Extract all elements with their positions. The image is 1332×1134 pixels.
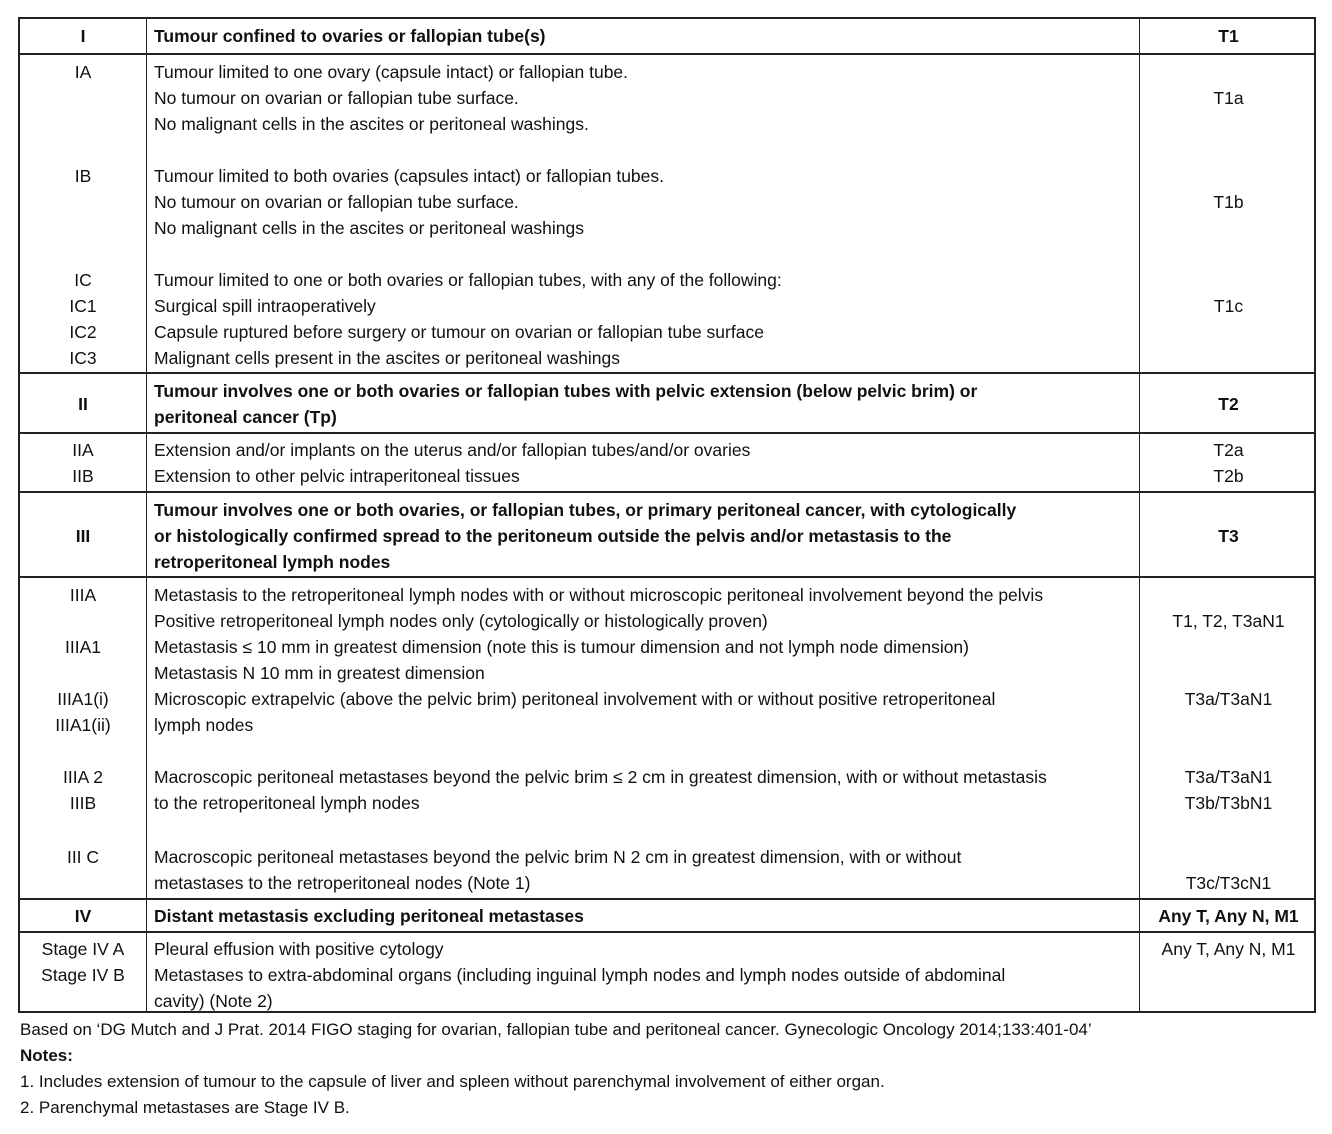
- description-cell: Distant metastasis excluding peritoneal metastases: [154, 906, 584, 926]
- tnm-cell: Any T, Any N, M1: [1158, 906, 1299, 926]
- table-row: [20, 931, 1314, 1013]
- stage-cell: IIIA1(i): [57, 689, 109, 709]
- table-row: [20, 372, 1314, 432]
- description-line: or histologically confirmed spread to the peritoneum outside the pelvis and/or metastasis to the: [154, 526, 952, 546]
- stage-cell: III C: [66, 847, 100, 867]
- description-line: No malignant cells in the ascites or peritoneal washings: [154, 218, 584, 238]
- description-line: Tumour involves one or both ovaries, or fallopian tubes, or primary peritoneal cancer, with cytologically: [154, 500, 1017, 520]
- note-2: 2. Parenchymal metastases are Stage IV B.: [20, 1098, 350, 1117]
- description-line: metastases to the retroperitoneal nodes (Note 1): [154, 873, 531, 893]
- stage-cell: IIIA1: [65, 637, 101, 657]
- stage-cell: IIIA 2: [63, 767, 103, 787]
- description-line: Metastases to extra-abdominal organs (including inguinal lymph nodes and lymph nodes outside of abdominal: [154, 965, 1006, 985]
- stage-cell: IV: [74, 906, 92, 926]
- table-row: [20, 576, 1314, 898]
- description-line: Extension and/or implants on the uterus and/or fallopian tubes/and/or ovaries: [154, 440, 751, 460]
- description-line: Metastasis ≤ 10 mm in greatest dimension (note this is tumour dimension and not lymph node dimension): [154, 637, 969, 657]
- tnm-cell: T1b: [1213, 192, 1244, 212]
- stage-cell: IIB: [72, 466, 94, 486]
- description-line: No tumour on ovarian or fallopian tube surface.: [154, 192, 519, 212]
- tnm-cell: Any T, Any N, M1: [1161, 939, 1296, 959]
- tnm-cell: T3a/T3aN1: [1184, 689, 1273, 709]
- description-line: retroperitoneal lymph nodes: [154, 552, 391, 572]
- note-1: 1. Includes extension of tumour to the capsule of liver and spleen without parenchymal involvement of either organ.: [20, 1072, 885, 1091]
- description-line: Extension to other pelvic intraperitoneal tissues: [154, 466, 520, 486]
- tnm-cell: T1c: [1213, 296, 1244, 316]
- stage-cell: IC: [74, 270, 92, 290]
- description-line: Metastasis N 10 mm in greatest dimension: [154, 663, 485, 683]
- stage-cell: I: [80, 26, 86, 46]
- stage-cell: Stage IV B: [41, 965, 125, 985]
- tnm-cell: T2a: [1213, 440, 1244, 460]
- table-row: [20, 53, 1314, 372]
- source-citation: Based on ‘DG Mutch and J Prat. 2014 FIGO staging for ovarian, fallopian tube and peritoneal cancer. Gynecologic Oncology 2014;133:401-04’: [20, 1020, 1092, 1039]
- description-line: lymph nodes: [154, 715, 254, 735]
- description-line: Positive retroperitoneal lymph nodes only (cytologically or histologically proven): [154, 611, 768, 631]
- tnm-cell: T1a: [1213, 88, 1244, 108]
- tnm-cell: T2b: [1213, 466, 1244, 486]
- description-line: Capsule ruptured before surgery or tumour on ovarian or fallopian tube surface: [154, 322, 764, 342]
- description-line: Metastasis to the retroperitoneal lymph nodes with or without microscopic peritoneal involvement beyond the pelvis: [154, 585, 1044, 605]
- stage-cell: II: [78, 394, 88, 414]
- description-line: peritoneal cancer (Tp): [154, 407, 337, 427]
- stage-cell: IC2: [69, 322, 97, 342]
- description-line: No tumour on ovarian or fallopian tube surface.: [154, 88, 519, 108]
- table-row: [20, 898, 1314, 931]
- description-line: Tumour limited to both ovaries (capsules intact) or fallopian tubes.: [154, 166, 665, 186]
- table-row: [20, 432, 1314, 491]
- staging-table: [18, 17, 1316, 1013]
- description-line: Surgical spill intraoperatively: [154, 296, 376, 316]
- stage-cell: IIIA1(ii): [55, 715, 111, 735]
- table-row: [20, 19, 1314, 53]
- description-line: Tumour limited to one ovary (capsule intact) or fallopian tube.: [154, 62, 629, 82]
- description-line: to the retroperitoneal lymph nodes: [154, 793, 420, 813]
- tnm-cell: T1, T2, T3aN1: [1172, 611, 1285, 631]
- description-line: Pleural effusion with positive cytology: [154, 939, 444, 959]
- stage-cell: IC1: [69, 296, 97, 316]
- stage-cell: IIA: [72, 440, 94, 460]
- description-line: Tumour limited to one or both ovaries or fallopian tubes, with any of the following:: [154, 270, 782, 290]
- description-line: No malignant cells in the ascites or peritoneal washings.: [154, 114, 589, 134]
- stage-cell: IC3: [69, 348, 97, 368]
- tnm-cell: T3c/T3cN1: [1185, 873, 1272, 893]
- stage-cell: IIIB: [69, 793, 97, 813]
- tnm-cell: T3: [1218, 526, 1239, 546]
- table-row: [20, 491, 1314, 576]
- tnm-cell: T1: [1218, 26, 1239, 46]
- tnm-cell: T3a/T3aN1: [1184, 767, 1273, 787]
- description-line: Microscopic extrapelvic (above the pelvic brim) peritoneal involvement with or without positive retroperitoneal: [154, 689, 996, 709]
- stage-cell: IIIA: [69, 585, 97, 605]
- stage-cell: Stage IV A: [41, 939, 125, 959]
- tnm-cell: T2: [1218, 394, 1239, 414]
- stage-cell: IA: [74, 62, 92, 82]
- description-cell: Tumour confined to ovaries or fallopian tube(s): [154, 26, 546, 46]
- description-line: Macroscopic peritoneal metastases beyond the pelvic brim N 2 cm in greatest dimension, with or without: [154, 847, 962, 867]
- description-line: Macroscopic peritoneal metastases beyond the pelvic brim ≤ 2 cm in greatest dimension, with or without metastasis: [154, 767, 1047, 787]
- notes-heading: Notes:: [20, 1046, 73, 1065]
- stage-cell: III: [75, 526, 91, 546]
- description-line: Tumour involves one or both ovaries or fallopian tubes with pelvic extension (below pelvic brim) or: [154, 381, 978, 401]
- stage-cell: IB: [74, 166, 92, 186]
- tnm-cell: T3b/T3bN1: [1184, 793, 1273, 813]
- description-line: Malignant cells present in the ascites or peritoneal washings: [154, 348, 620, 368]
- description-line: cavity) (Note 2): [154, 991, 273, 1011]
